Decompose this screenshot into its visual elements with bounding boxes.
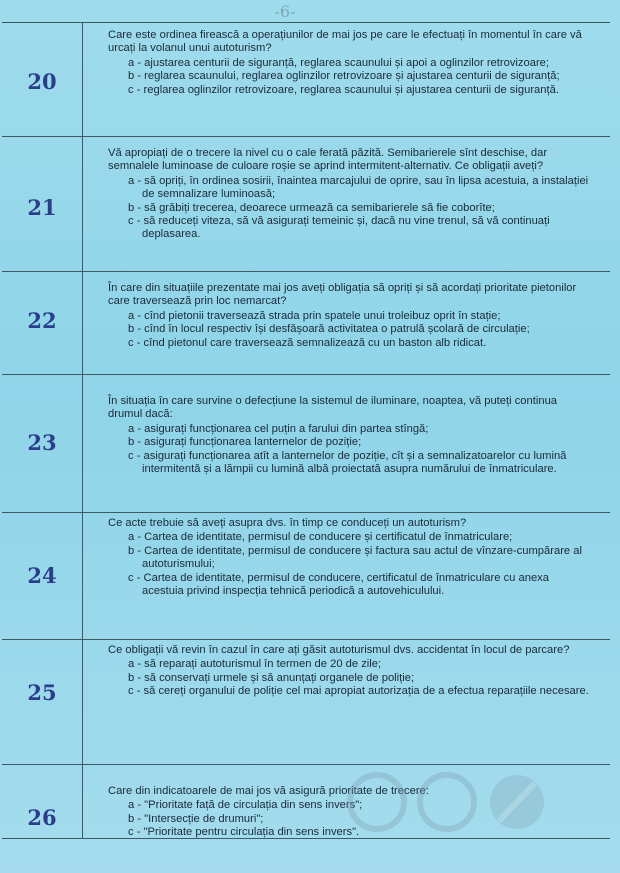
question-row-26 [2,764,610,839]
answer-option-b: b - reglarea scaunului, reglarea oglinzilor retrovizoare și ajustarea centurii de siguranță; [128,70,560,83]
question-row-24 [2,512,610,640]
number-cell [2,513,83,640]
number-cell [2,23,83,136]
question-text: Ce acte trebuie să aveți asupra dvs. în timp ce conduceți un autoturism? [108,517,467,529]
question-number: 24 [27,563,57,588]
question-row-20 [2,23,610,136]
page-number: -6- [274,2,296,21]
answer-option-a: a - Cartea de identitate, permisul de conducere și certificatul de înmatriculare; [128,531,513,544]
question-content [88,395,592,476]
answer-option-a: a - să reparați autoturismul în termen de 20 de zile; [128,658,382,671]
question-content [88,517,592,598]
question-text: În situația în care survine o defecțiune la sistemul de iluminare, noaptea, vă puteți continua drumul dacă: [108,395,558,421]
answer-option-c: c - "Prioritate pentru circulația din sens invers". [128,826,360,839]
question-number: 20 [27,69,57,94]
number-cell [2,137,83,272]
answer-option-c: c - să cereți organului de poliție cel mai apropiat autorizația de a efectua reparațiile necesare. [128,685,589,698]
answer-option-b: b - asigurați funcționarea lanternelor de poziție; [128,436,362,449]
sign-2-icon [420,775,474,829]
question-row-22 [2,271,610,375]
question-text: Care este ordinea firească a operațiunilor de mai jos pe care le efectuați în momentul în care vă urcați la volanul unui autoturism? [108,29,582,55]
question-number: 22 [27,308,57,333]
question-text: În care din situațiile prezentate mai jos aveți obligația să opriți și să acordați prioritate pietonilor care traversează prin loc nemarcat? [108,282,577,308]
sign-1-icon [350,775,404,829]
question-text: Ce obligații vă revin în cazul în care ați găsit autoturismul dvs. accidentat în locul de parcare? [108,644,570,656]
question-text: Care din indicatoarele de mai jos vă asigură prioritate de trecere: [108,785,429,797]
question-number: 21 [27,195,57,220]
answer-option-a: a - asigurați funcționarea cel puțin a farului din partea stîngă; [128,422,429,435]
answer-option-c: c - reglarea oglinzilor retrovizoare, reglarea scaunului și ajustarea centurii de siguranță. [128,83,559,96]
question-content [88,644,592,699]
question-row-21 [2,136,610,272]
answer-option-b: b - Cartea de identitate, permisul de conducere și factura sau actul de vînzare-cumpărare al autoturismului; [128,544,582,571]
answer-option-a: a - "Prioritate față de circulația din sens invers"; [128,799,363,812]
question-number: 25 [27,680,57,705]
number-cell [2,375,83,513]
question-text: Vă apropiați de o trecere la nivel cu o cale ferată păzită. Semibarierele sînt deschise, dar semnalele luminoase de culoare roșie se aprind intermitent-alternativ. Ce obligații aveți? [108,147,548,173]
number-cell [2,640,83,765]
answer-option-b: b - "Intersecție de drumuri"; [128,812,264,825]
question-row-23 [2,374,610,513]
answer-option-b: b - să grăbiți trecerea, deoarece urmează ca semibarierele să fie coborîte; [128,201,495,214]
question-row-25 [2,639,610,765]
question-number: 26 [27,805,57,830]
answer-option-c: c - Cartea de identitate, permisul de conducere, certificatul de înmatriculare cu anexa acestuia privind inspecția tehnică periodică a autovehiculului. [128,571,549,598]
question-content [88,282,592,350]
answer-option-c: c - să reduceți viteza, să vă asigurați temeinic și, dacă nu vine trenul, să vă continuați deplasarea. [128,215,550,241]
bleed-through-signs [347,769,557,835]
number-cell [2,272,83,375]
answer-option-a: a - cînd pietonii traversează strada prin spatele unui troleibuz oprit în stație; [128,309,501,322]
answer-option-b: b - să conservați urmele și să anunțați organele de poliție; [128,671,415,684]
question-content [88,147,592,242]
answer-option-b: b - cînd în locul respectiv își desfășoară activitatea o patrulă școlară de circulație; [128,323,530,336]
answer-option-a: a - ajustarea centurii de siguranță, reglarea scaunului și apoi a oglinzilor retrovizoare; [128,56,550,69]
answer-option-c: c - asigurați funcționarea atît a lanternelor de poziție, cît și a semnalizatoarelor cu lumină intermitentă și a lămpii cu lumină albă proiectată asupra numărului de înmatriculare. [128,449,567,476]
question-number: 23 [27,430,57,455]
question-content [88,29,592,97]
number-cell [2,765,83,839]
answer-option-c: c - cînd pietonul care traversează semnalizează cu un baston alb ridicat. [128,336,487,349]
questions-table [2,22,610,839]
answer-option-a: a - să opriți, în ordinea sosirii, înaintea marcajului de oprire, sau în lipsa acestuia, a instalației de semnalizare luminoasă; [128,174,589,201]
